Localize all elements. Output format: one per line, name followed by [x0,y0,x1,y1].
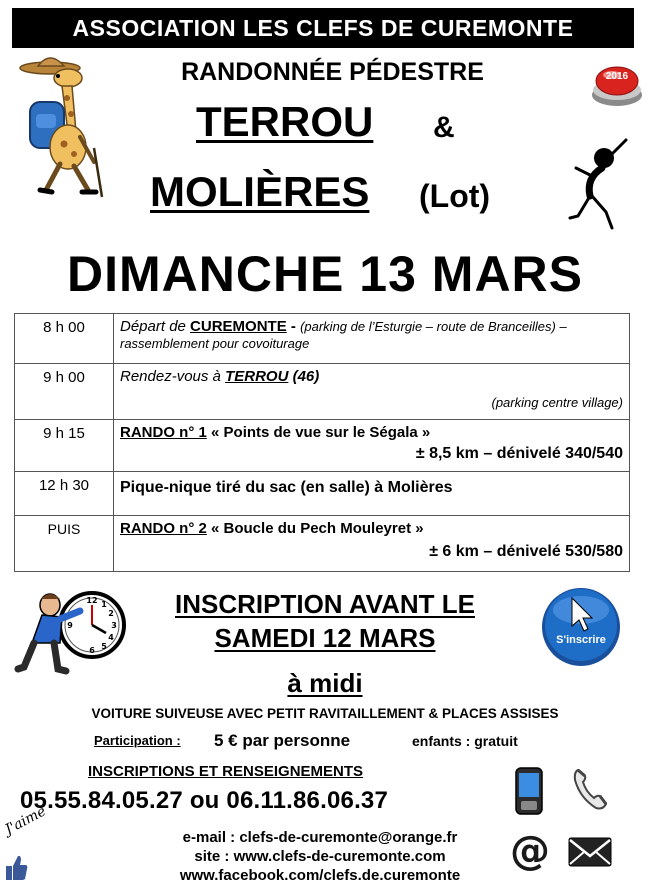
svg-text:9: 9 [67,621,73,630]
envelope-icon [566,834,614,870]
facebook-link[interactable]: www.facebook.com/clefs.de.curemonte [179,867,461,884]
schedule-row [15,420,630,472]
website-link[interactable]: site : www.clefs-de-curemonte.com [194,848,446,865]
email-link[interactable]: e-mail : clefs-de-curemonte@orange.fr [182,829,458,846]
schedule-row [15,314,630,364]
svg-text:3: 3 [111,621,117,630]
email-at-icon [506,826,554,874]
schedule-table [14,313,630,572]
contact-details [140,828,500,885]
schedule-time: PUIS [15,516,114,572]
schedule-description: Pique-nique tiré du sac (en salle) à Molières [114,472,630,516]
year-badge-icon [590,57,646,113]
telephone-handset-icon [570,764,610,814]
association-banner: ASSOCIATION LES CLEFS DE CUREMONTE [12,8,634,48]
stick-figure-illustration [566,138,644,234]
event-subtitle: RANDONNÉE PÉDESTRE [181,58,484,86]
schedule-description: RANDO n° 2 « Boucle du Pech Mouleyret » ± 6 km – dénivelé 530/580 [114,516,630,572]
mobile-phone-icon [508,764,550,818]
participation-label: Participation : [94,733,181,748]
children-price: enfants : gratuit [412,733,518,749]
schedule-description: Départ de CUREMONTE - (parking de l’Esturgie – route de Branceilles) – rassemblement pour covoiturage [114,314,630,364]
svg-text:6: 6 [89,646,95,655]
participation-price: 5 € par personne [214,731,351,750]
schedule-time: 8 h 00 [15,314,114,364]
place-terrou: TERROU [196,98,374,145]
schedule-row [15,516,630,572]
svg-text:@: @ [510,828,550,874]
svg-text:2: 2 [108,609,114,618]
phone-numbers: 05.55.84.05.27 ou 06.11.86.06.37 [20,787,389,814]
thumbs-up-icon [2,852,28,882]
event-date: DIMANCHE 13 MARS [66,246,584,302]
schedule-row [15,364,630,420]
inscription-time: à midi [287,668,363,698]
place-molieres: MOLIÈRES [150,168,370,215]
schedule-time: 12 h 30 [15,472,114,516]
follow-car-notice: VOITURE SUIVEUSE AVEC PETIT RAVITAILLEMENT & PLACES ASSISES [91,706,559,721]
year-badge-label: 2016 [605,71,629,82]
schedule-description: RANDO n° 1 « Points de vue sur le Ségala » ± 8,5 km – dénivelé 340/540 [114,420,630,472]
schedule-time: 9 h 00 [15,364,114,420]
schedule-time: 9 h 15 [15,420,114,472]
sinscrire-label: S'inscrire [556,634,606,646]
svg-text:4: 4 [108,633,114,642]
like-label: J'aime [2,803,49,838]
inscription-deadline: INSCRIPTION AVANT LE SAMEDI 12 MARS [175,589,475,653]
contact-title: INSCRIPTIONS ET RENSEIGNEMENTS [88,763,364,780]
svg-text:12: 12 [86,596,98,605]
svg-text:1: 1 [101,600,107,609]
ampersand: & [433,111,455,144]
schedule-row [15,472,630,516]
svg-text:5: 5 [101,642,107,651]
sinscrire-button[interactable] [540,586,624,670]
schedule-description: Rendez-vous à TERROU (46) (parking centre village) [114,364,630,420]
region-lot: (Lot) [419,178,491,214]
